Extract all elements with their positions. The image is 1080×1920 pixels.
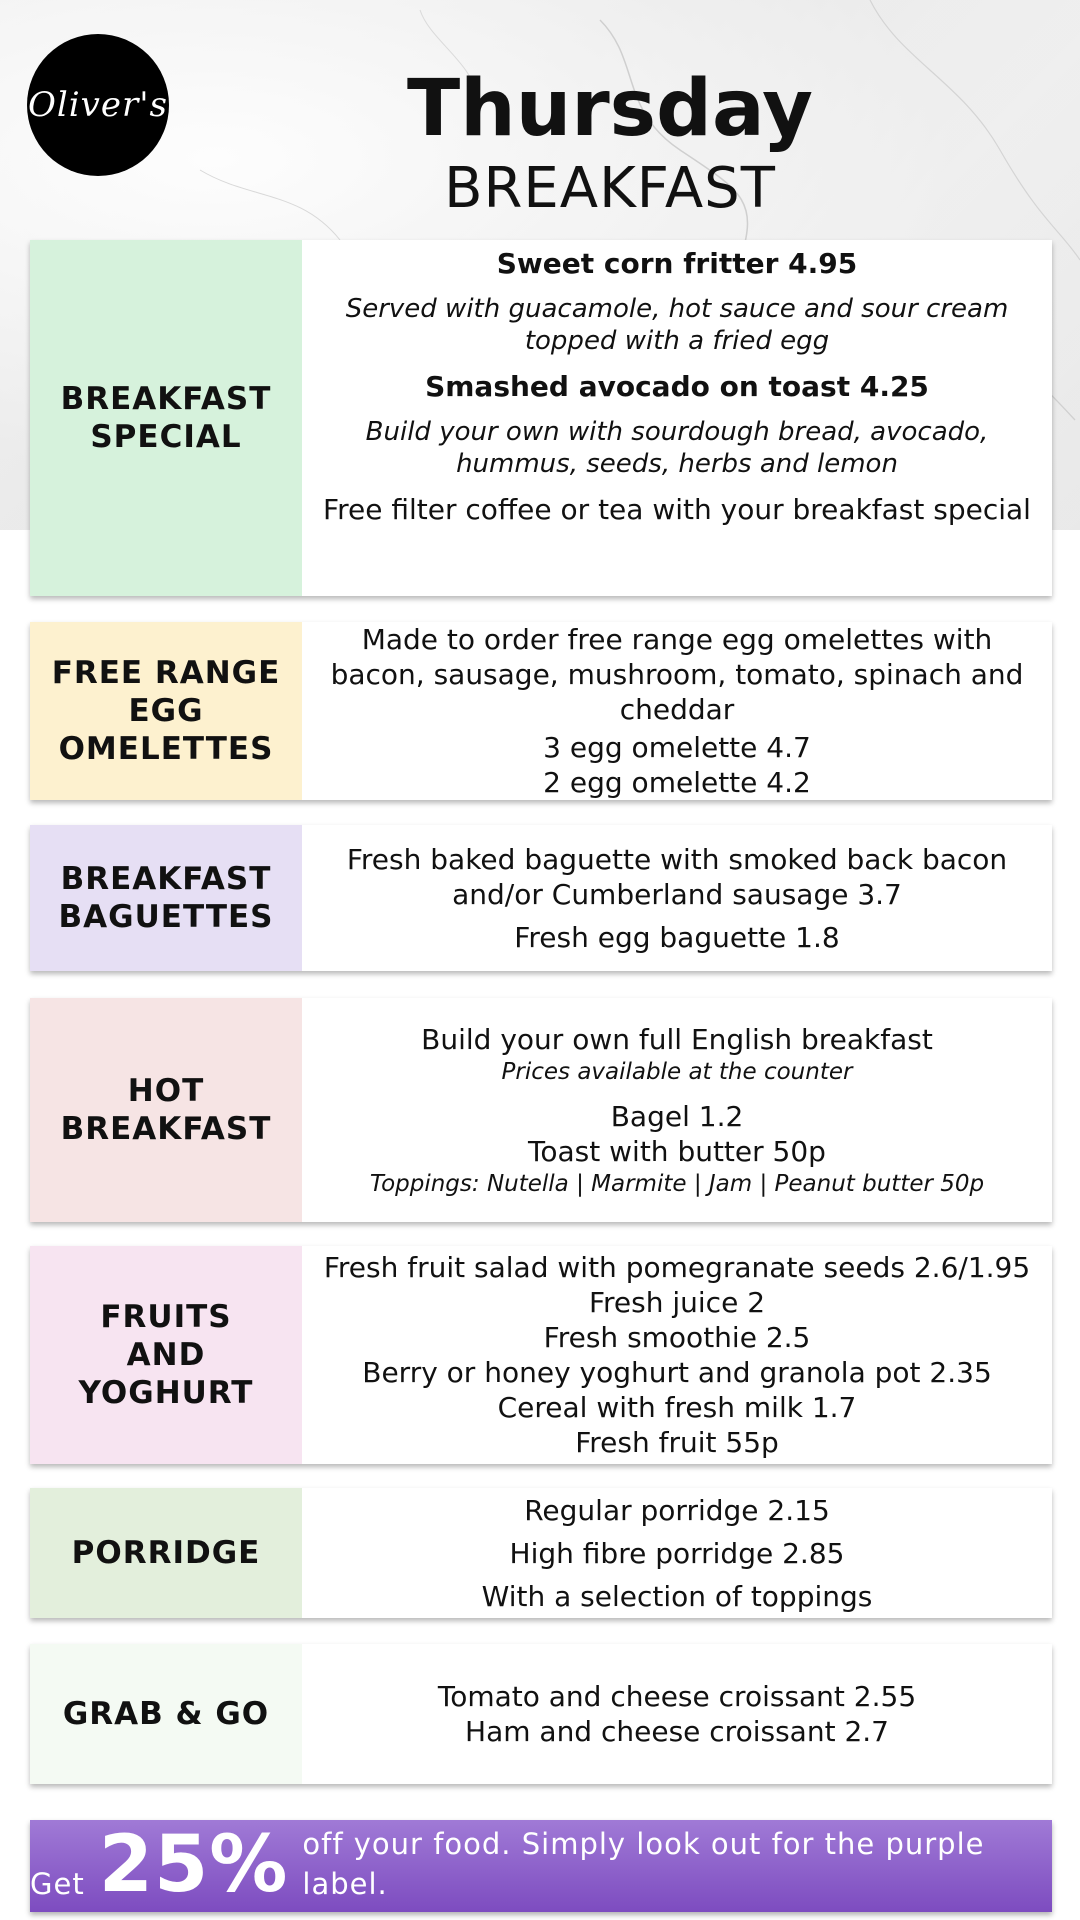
menu-item: Fresh juice 2 — [588, 1286, 766, 1319]
menu-item: Cereal with fresh milk 1.7 — [497, 1391, 857, 1424]
discount-percent: 25% — [98, 1820, 289, 1910]
menu-item: 3 egg omelette 4.7 — [543, 731, 811, 764]
menu-section-fruits-yoghurt — [30, 1246, 1052, 1464]
logo-text: Oliver's — [28, 85, 168, 125]
menu-item-description: Made to order free range egg omelettes with bacon, sausage, mushroom, tomato, spinach and cheddar — [330, 623, 1024, 726]
menu-item: Sweet corn fritter 4.95 — [496, 247, 858, 280]
menu-section-grab-and-go — [30, 1644, 1052, 1784]
section-content — [302, 240, 1052, 596]
discount-text: off your food. Simply look out for the purple label. — [302, 1827, 985, 1901]
menu-section-porridge — [30, 1488, 1052, 1618]
section-label: BREAKFAST SPECIAL — [30, 240, 302, 596]
section-label: FRUITS AND YOGHURT — [30, 1246, 302, 1464]
menu-item: Fresh fruit 55p — [575, 1426, 779, 1459]
menu-section-breakfast-special — [30, 240, 1052, 596]
menu-item: Build your own full English breakfast — [421, 1022, 933, 1056]
menu-item-description: Build your own with sourdough bread, avocado, hummus, seeds, herbs and lemon — [365, 417, 989, 479]
section-label: BREAKFAST BAGUETTES — [30, 825, 302, 971]
menu-note: Toppings: Nutella | Marmite | Jam | Peanut butter 50p — [369, 1170, 985, 1197]
menu-item: With a selection of toppings — [481, 1579, 873, 1613]
menu-item: Fresh smoothie 2.5 — [543, 1321, 811, 1354]
section-content — [302, 1246, 1052, 1464]
menu-item-description: Served with guacamole, hot sauce and sour cream topped with a fried egg — [345, 294, 1009, 356]
menu-note: Prices available at the counter — [501, 1058, 853, 1085]
menu-item: Bagel 1.2 — [610, 1099, 744, 1133]
menu-section-baguettes — [30, 825, 1052, 971]
menu-item: Fresh fruit salad with pomegranate seeds 2.6/1.95 — [323, 1251, 1031, 1284]
menu-item: High fibre porridge 2.85 — [509, 1536, 845, 1570]
menu-note: Free filter coffee or tea with your breakfast special — [323, 493, 1031, 526]
menu-item: Regular porridge 2.15 — [524, 1493, 830, 1527]
discount-prefix: Get — [30, 1867, 85, 1901]
section-content — [302, 1488, 1052, 1618]
section-label: HOT BREAKFAST — [30, 998, 302, 1222]
menu-item: Ham and cheese croissant 2.7 — [465, 1715, 889, 1748]
menu-item: Fresh baked baguette with smoked back bacon and/or Cumberland sausage 3.7 — [346, 842, 1008, 911]
page-title-day: Thursday — [406, 64, 814, 154]
section-content — [302, 998, 1052, 1222]
menu-item: Smashed avocado on toast 4.25 — [425, 370, 929, 403]
section-content — [302, 825, 1052, 971]
discount-banner — [30, 1820, 1052, 1912]
menu-item: Berry or honey yoghurt and granola pot 2.35 — [362, 1356, 992, 1389]
page-subtitle-meal: BREAKFAST — [444, 156, 776, 221]
section-content — [302, 622, 1052, 800]
menu-item: Tomato and cheese croissant 2.55 — [437, 1680, 917, 1713]
section-label: FREE RANGE EGG OMELETTES — [30, 622, 302, 800]
menu-section-omelettes — [30, 622, 1052, 800]
section-content — [302, 1644, 1052, 1784]
menu-section-hot-breakfast — [30, 998, 1052, 1222]
menu-item: 2 egg omelette 4.2 — [543, 766, 811, 799]
section-label: GRAB & GO — [30, 1644, 302, 1784]
menu-item: Fresh egg baguette 1.8 — [514, 920, 840, 954]
menu-item: Toast with butter 50p — [528, 1134, 826, 1168]
section-label: PORRIDGE — [30, 1488, 302, 1618]
olivers-logo — [27, 34, 169, 176]
